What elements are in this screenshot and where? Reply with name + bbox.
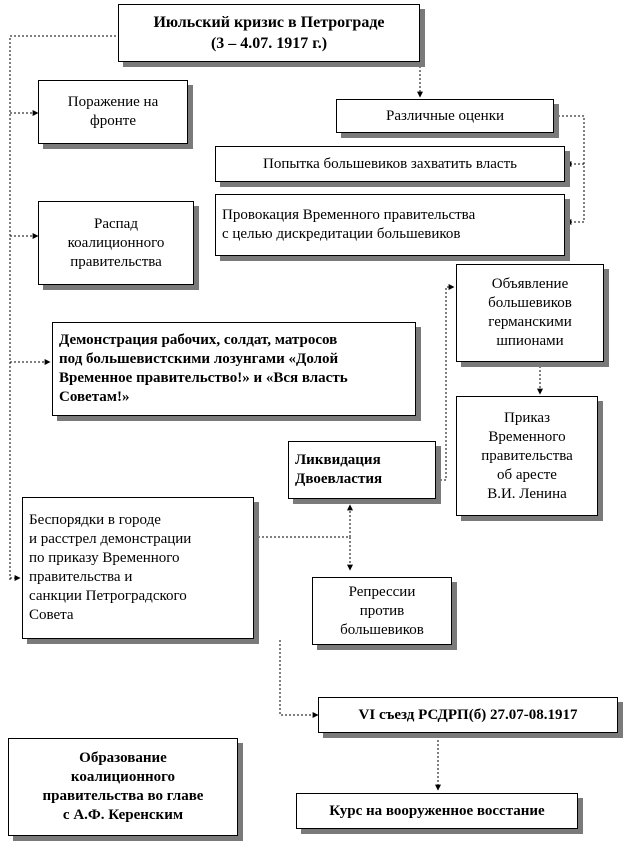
node-assessments: Различные оценки — [336, 99, 554, 133]
node-congress: VI съезд РСДРП(б) 27.07-08.1917 — [318, 697, 618, 733]
node-repressions: Репрессии против большевиков — [312, 577, 452, 645]
node-kerensky-gov: Образование коалиционного правительства во главе с А.Ф. Керенским — [8, 738, 238, 836]
node-arrest-order: Приказ Временного правительства об аресте В.И. Ленина — [456, 396, 598, 516]
node-dual-power: Ликвидация Двоевластия — [288, 441, 436, 499]
node-bolshevik-attempt: Попытка большевиков захватить власть — [215, 146, 565, 182]
arrow-dual-power-to-spies — [436, 287, 454, 480]
node-title: Июльский кризис в Петрограде (3 – 4.07. 1917 г.) — [118, 4, 420, 62]
node-bolsheviks-spies: Объявление большевиков германскими шпионами — [456, 264, 604, 362]
node-riots: Беспорядки в городе и расстрел демонстрации по приказу Временного правительства и санкции Петроградского Совета — [22, 497, 254, 639]
arrow-riots-to-congress — [280, 640, 318, 715]
node-provocation: Провокация Временного правительства с целью дискредитации большевиков — [215, 194, 565, 256]
node-armed-uprising: Курс на вооруженное восстание — [296, 793, 578, 829]
node-defeat: Поражение на фронте — [38, 80, 188, 144]
node-coalition-collapse: Распад коалиционного правительства — [38, 201, 194, 285]
node-demonstration: Демонстрация рабочих, солдат, матросов под большевистскими лозунгами «Долой Временное правительство!» и «Вся власть Советам!» — [52, 322, 416, 416]
